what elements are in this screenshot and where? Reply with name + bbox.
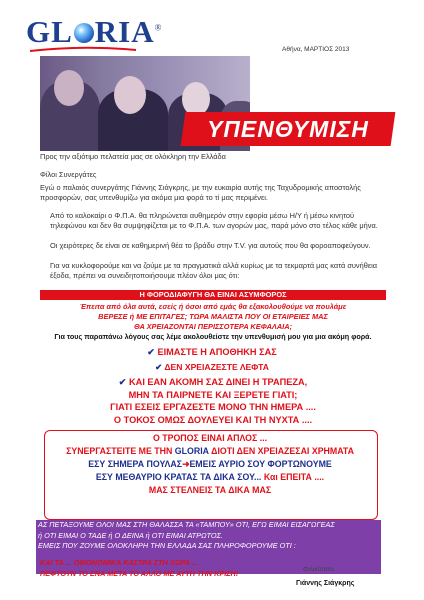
method-line-3: ΕΣΥ ΣΗΜΕΡΑ ΠΟΥΛΑΣ➜ΕΜΕΙΣ ΑΥΡΙΟ ΣΟΥ ΦΟΡΤΩΝΟΥΜΕ bbox=[88, 459, 332, 469]
closing-line-2: ΠΕΦΤΟΥΝ ΤΟ ΕΝΑ ΜΕΤΑ ΤΟ ΑΛΛΟ ΜΕ ΑΥΤΗ ΤΗΝ ΚΡΙΣΗ! bbox=[40, 568, 239, 578]
globe-icon bbox=[74, 23, 94, 43]
intro-line: Προς την αξιότιμο πελατεία μας σε ολόκληρη την Ελλάδα bbox=[40, 152, 226, 161]
date-line: Αθήνα, ΜΑΡΤΙΟΣ 2013 bbox=[282, 46, 350, 53]
logo-swoosh bbox=[28, 45, 138, 55]
title-banner-text: ΥΠΕΝΘΥΜΙΣΗ bbox=[207, 116, 369, 142]
warning-line-2: ΒΕΡΕΣΕ ή ΜΕ ΕΠΙΤΑΓΕΣ; ΤΩΡΑ ΜΑΛΙΣΤΑ ΠΟΥ ΟΙ ΕΤΑΙΡΕΙΕΣ ΜΑΣ bbox=[98, 312, 328, 321]
bank-line-2: ΜΗΝ ΤΑ ΠΑΙΡΝΕΤΕ ΚΑΙ ΞΕΡΕΤΕ ΓΙΑΤΙ; bbox=[128, 389, 298, 400]
closing-text bbox=[40, 558, 270, 579]
greeting: Φίλοι Συνεργάτες bbox=[40, 170, 97, 179]
method-box-text bbox=[44, 432, 376, 497]
check-item-bank bbox=[40, 376, 386, 426]
check-icon: ✔ bbox=[118, 377, 127, 387]
method-line-4: ΕΣΥ ΜΕΘΑΥΡΙΟ ΚΡΑΤΑΣ ΤΑ ΔΙΚΑ ΣΟΥ... Και ΕΠΕΙΤΑ .... bbox=[95, 472, 325, 482]
check-icon: ✔ bbox=[147, 347, 155, 357]
check-item-label: ΔΕΝ ΧΡΕΙΑΖΕΣΤΕ ΛΕΦΤΑ bbox=[164, 362, 269, 372]
warning-line-1: Έπειτα από όλα αυτά, εσείς ή όσοι από εμάς θα εξακολουθούμε να πουλάμε bbox=[79, 302, 347, 311]
taboo-line-1: ΑΣ ΠΕΤΑΞΟΥΜΕ ΟΛΟΙ ΜΑΣ ΣΤΗ ΘΑΛΑΣΣΑ ΤΑ «ΤΑΜΠΟΥ» ΟΤΙ, ΕΓΩ ΕΙΜΑΙ ΕΙΣΑΓΩΓΕΑΣ bbox=[38, 520, 335, 529]
arrow-icon: ➜ bbox=[182, 459, 190, 469]
gloria-name: GLORIA bbox=[174, 446, 209, 456]
method-line-2: ΣΥΝΕΡΓΑΣΤΕΙΤΕ ΜΕ ΤΗΝ GLORIA ΔΙΟΤΙ ΔΕΝ ΧΡΕΙΑΖΕΣΑΙ ΧΡΗΜΑΤΑ bbox=[66, 446, 354, 456]
taboo-line-2: ή ΟΤΙ ΕΙΜΑΙ Ο ΤΑΔΕ ή Ο ΔΕΙΝΑ ή ΟΤΙ ΕΙΜΑΙ ΑΤΡΩΤΟΣ. bbox=[38, 530, 223, 540]
reminder-note: Για τους παραπάνω λόγους σας λέμε ακολουθείστε την υπενθυμισή μου για μια ακόμη φορά. bbox=[54, 332, 372, 341]
method-line-1: Ο ΤΡΟΠΟΣ ΕΙΝΑΙ ΑΠΛΟΣ ... bbox=[152, 433, 268, 443]
gloria-logo bbox=[26, 16, 162, 47]
signature-label: Φιλικότατα bbox=[303, 566, 334, 573]
check-item-label: ΕΙΜΑΣΤΕ Η ΑΠΟΘΗΚΗ ΣΑΣ bbox=[157, 347, 277, 357]
bank-line-4: Ο ΤΟΚΟΣ ΟΜΩΣ ΔΟΥΛΕΥΕΙ ΚΑΙ ΤΗ ΝΥΧΤΑ .... bbox=[113, 414, 313, 425]
warning-line-3: ΘΑ ΧΡΕΙΑΖΟΝΤΑΙ ΠΕΡΙΣΣΟΤΕΡΑ ΚΕΦΑΛΑΙΑ; bbox=[133, 322, 293, 331]
taboo-text bbox=[38, 520, 383, 552]
registered-mark: ® bbox=[154, 22, 163, 33]
bank-line-1: ΚΑΙ ΕΑΝ ΑΚΟΜΗ ΣΑΣ ΔΙΝΕΙ Η ΤΡΑΠΕΖΑ, bbox=[129, 377, 308, 387]
check-icon: ✔ bbox=[155, 362, 163, 372]
method-line-5: ΜΑΣ ΣΤΕΛΝΕΙΣ ΤΑ ΔΙΚΑ ΜΑΣ bbox=[148, 485, 272, 495]
taboo-line-3: ΕΜΕΙΣ ΠΟΥ ΖΟΥΜΕ ΟΛΟΚΛΗΡΗ ΤΗΝ ΕΛΛΑΔΑ ΣΑΣ ΠΛΗΡΟΦΟΡΟΥΜΕ ΟΤΙ : bbox=[38, 541, 296, 550]
warning-block bbox=[40, 302, 386, 332]
check-item-no-money bbox=[0, 361, 424, 374]
logo-text-start: GL bbox=[26, 14, 73, 49]
paragraph-3: Οι χειρότερες δε είναι σε καθημερινή θέα το βράδυ στην Τ.V. για αυτούς που θα φοροαποφεύγουν. bbox=[50, 241, 371, 250]
paragraph-1: Εγώ ο παλαιός συνεργάτης Γιάννης Σιάγκρης, με την ευκαιρία αυτής της Ταχυδρομικής αποστολής προσφορών, σας υπενθυμίζω για ακόμα μια φορά το τί μας περιμένει. bbox=[40, 183, 361, 202]
check-item-warehouse bbox=[0, 346, 424, 359]
closing-line-1: ΚΑΙ ΤΑ ... ΟΙΚΟΝΟΜΙΚΑ ΚΑΣΤΡΑ ΣΤΗ ΧΩΡΑ ... bbox=[40, 558, 198, 567]
paragraph-4: Για να κυκλοφορούμε και να ζούμε με τα πραγματικά αλλά κυρίως με τα τεκμαρτά μας κατά συνήθεια έξοδα, πρέπει να συνειδητοποιήσουμε πλέον όλοι μας ότι: bbox=[50, 261, 378, 280]
logo-text-end: RIA bbox=[94, 14, 155, 49]
tax-evasion-strip: Η ΦΟΡΟΔΙΑΦΥΓΗ ΘΑ ΕΙΝΑΙ ΑΣΥΜΦΟΡΟΣ bbox=[40, 290, 386, 300]
bank-line-3: ΓΙΑΤΙ ΕΣΕΙΣ ΕΡΓΑΖΕΣΤΕ ΜΟΝΟ ΤΗΝ ΗΜΕΡΑ .... bbox=[110, 402, 316, 412]
signature-name: Γιάννης Σιάγκρης bbox=[296, 580, 355, 587]
paragraph-2: Από το καλοκαίρι ο Φ.Π.Α. θα πληρώνεται αυθημερόν στην εφορία μέσω Η/Υ ή μέσω κινητού τηλεφώνου και δεν θα συμψηφίζεται με το Φ.Π.Α. των αγορών μας, παρά μόνο στο τέλος κάθε μήνα. bbox=[50, 211, 378, 230]
